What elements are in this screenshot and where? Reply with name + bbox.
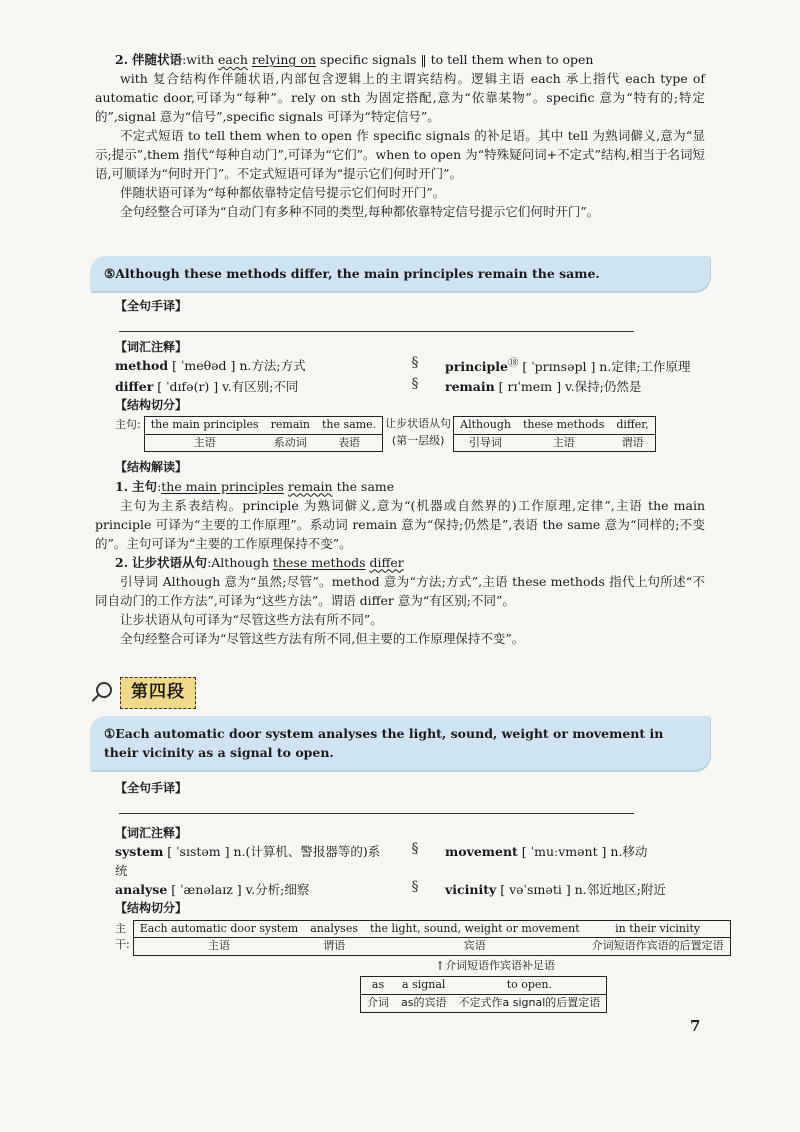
tag-vocab: 【词汇注释】	[115, 826, 188, 841]
vocab-row: differ [ ˈdɪfə(r) ] v.有区别;不同 § remain [ rɪˈmeɪn ] v.保持;仍然是	[115, 375, 642, 394]
split-label: 主干:	[115, 921, 130, 952]
verb-underline: remain	[287, 478, 333, 494]
clause-link: 让步状语从句 (第一层级)	[385, 416, 452, 447]
vocab-row: method [ ˈmeθəd ] n.方法;方式 § principle⑱ [ ˈprɪnsəpl ] n.定律;工作原理	[115, 355, 691, 375]
heading-number: 2.	[115, 52, 129, 67]
vocab-row: analyse [ ˈænəlaɪz ] v.分析;细察 § vicinity [ vəˈsɪnəti ] n.邻近地区;附近	[115, 879, 666, 898]
analysis-1-heading: 1. 主句:the main principles remain the same	[115, 478, 395, 494]
translation-input-line[interactable]	[119, 320, 634, 332]
paragraph: 不定式短语 to tell them when to open 作 specific signals 的补足语。其中 tell 为熟词僻义,意为“显示;提示”,them 指代“每种自动门”,可译为“它们”。when to open 为“特殊疑问词+不定式”结构,相当于名词短语,可顺译为“何时开门”。不定式短语可译为“提示它们何时开门”。	[95, 128, 705, 181]
p1-block	[95, 50, 705, 221]
swirl-divider: §	[411, 375, 419, 392]
swirl-divider: §	[411, 841, 419, 858]
heading-label: 伴随状语	[132, 52, 183, 67]
up-arrow-icon: ↑	[435, 959, 446, 974]
paragraph: 让步状语从句可译为“尽管这些方法有所不同”。	[120, 611, 383, 627]
paragraph: 伴随状语可译为“每种都依靠特定信号提示它们何时开门”。	[120, 185, 446, 200]
translate-row	[115, 778, 705, 816]
main-clause-box: the main principles remain the same. 主语 系动词 表语	[144, 416, 383, 452]
main-structure-box: Each automatic door system analyses the light, sound, weight or movement in their vicinity 主语 谓语 宾语 介词短语作宾语的后置定语	[133, 920, 731, 956]
complement-box: as a signal to open. 介词 as的宾语 不定式作a signal的后置定语	[360, 976, 607, 1012]
paragraph: 主句为主系表结构。principle 为熟词僻义,意为“(机器或自然界的)工作原理,定律”,主语 the main principle 可译为“主要的工作原理”。系动词 remain 意为“保持;仍然是”,表语 the same 意为“同样的;不变的”。主句可译为“主要的工作原理保持不变”。	[95, 497, 705, 551]
tag-vocab: 【词汇注释】	[115, 340, 188, 355]
tag-translate: 【全句手译】	[115, 299, 188, 313]
sub-clause-box: Although these methods differ, 引导词 主语 谓语	[453, 416, 656, 452]
translation-input-line[interactable]	[119, 802, 634, 814]
split-label: 主句:	[115, 417, 141, 431]
paragraph: with 复合结构作伴随状语,内部包含逻辑上的主谓宾结构。逻辑主语 each 承上指代 each type of automatic door,可译为“每种”。rely on sth 为固定搭配,意为“依靠某物”。specific 意为“特有的;特定的”,signal 意为“信号”,specific signals 可译为“特定信号”。	[95, 71, 705, 124]
frequency-badge: ⑱	[507, 357, 519, 370]
translate-row	[115, 296, 705, 334]
s5-block	[95, 296, 705, 648]
logical-predicate: relying on	[251, 52, 316, 67]
tag-split: 【结构切分】	[115, 901, 188, 916]
sentence-text: ⑤Although these methods differ, the main principles remain the same.	[104, 266, 600, 281]
paragraph: 全句经整合可译为“自动门有多种不同的类型,每种都依靠特定信号提示它们何时开门”。	[120, 204, 600, 219]
logical-subject: each	[218, 52, 248, 67]
swirl-divider: §	[411, 355, 419, 372]
section-header	[90, 677, 196, 709]
section-title: 第四段	[120, 677, 196, 709]
swirl-divider: §	[411, 879, 419, 896]
subject-underline: these methods	[272, 554, 366, 570]
structure-split	[115, 920, 724, 956]
paragraph: 全句经整合可译为“尽管这些方法有所不同,但主要的工作原理保持不变”。	[120, 630, 525, 646]
p1-heading: 2. 伴随状语:with each relying on specific signals ‖ to tell them when to open	[115, 52, 594, 67]
paragraph: 引导词 Although 意为“虽然;尽管”。method 意为“方法;方式”,主语 these methods 指代上句所述“不同自动门的工作方法”,可译为“这些方法”。谓语 differ 意为“有区别;不同”。	[95, 573, 705, 608]
analysis-2-heading: 2. 让步状语从句:Although these methods differ	[115, 554, 404, 570]
verb-underline: differ	[369, 554, 404, 570]
s1-block	[115, 778, 724, 1013]
sentence-text: ①Each automatic door system analyses the light, sound, weight or movement in their vicinity as a signal to open.	[104, 726, 664, 760]
complement-arrow: ↑ 介词短语作宾语补足语	[435, 958, 556, 974]
vocab-row: system [ ˈsɪstəm ] n.(计算机、警报器等的)系统 § movement [ ˈmuːvmənt ] n.移动	[115, 841, 648, 879]
subject-underline: the main principles	[161, 478, 284, 494]
magnifier-icon	[90, 680, 116, 706]
tag-split: 【结构切分】	[115, 397, 188, 412]
sentence-5-box	[90, 256, 710, 291]
tag-analysis: 【结构解读】	[115, 460, 188, 475]
structure-split	[115, 416, 705, 452]
tag-translate: 【全句手译】	[115, 781, 188, 795]
page-number: 7	[690, 1017, 701, 1035]
sentence-1-box	[90, 716, 710, 770]
